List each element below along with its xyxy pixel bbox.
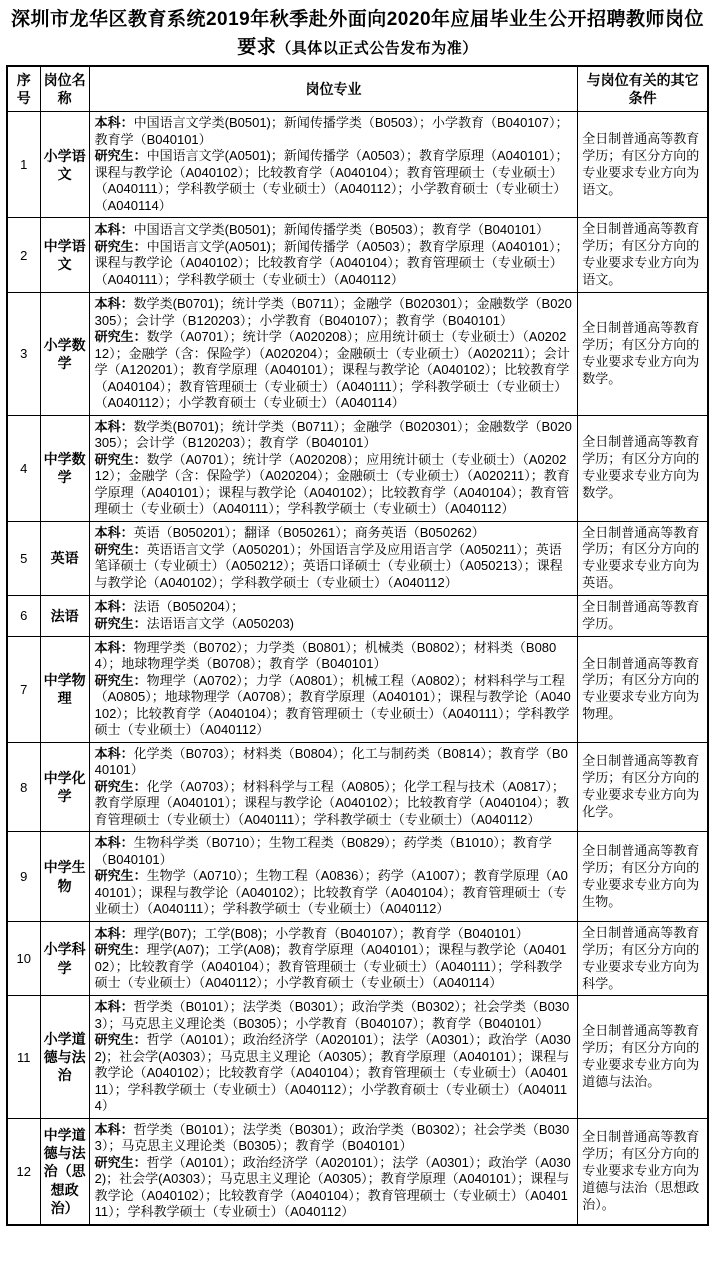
other-conditions: 全日制普通高等教育学历；有区分方向的专业要求专业方向为物理。 (578, 636, 708, 742)
table-row (7, 636, 708, 742)
row-number: 6 (7, 596, 40, 637)
grad-majors: 哲学（A0101）；政治经济学（A020101）；法学（A0301）；政治学（A0302)；社会学(A0303）；马克思主义理论（A0305）；教育学原理（A040101）；课程与教学论（A040102）；比较教育学（A040104）；教育管理硕士（专业硕士）（A040111）；学科教学硕士（专业硕士）（A040112） (94, 1154, 571, 1220)
undergrad-majors: 物理学类（B0702）；力学类（B0801）；机械类（B0802）；材料类（B0804）；地球物理学类（B0708）；教育学（B040101） (94, 639, 557, 672)
grad-line (95, 239, 573, 289)
grad-majors: 中国语言文学(A0501)；新闻传播学（A0503）；教育学原理（A040101）；课程与教学论（A040102）；比较教育学（A040104）；教育管理硕士（专业硕士）（A040111）；学科教学硕士（专业硕士）（A040112） (94, 238, 569, 287)
other-conditions: 全日制普通高等教育学历；有区分方向的专业要求专业方向为英语。 (578, 521, 708, 596)
undergrad-majors: 中国语言文学类(B0501)；新闻传播学类（B0503）；教育学（B040101） (133, 222, 550, 238)
position-majors (89, 636, 578, 742)
position-majors (89, 112, 578, 218)
position-majors (89, 521, 578, 596)
other-conditions: 全日制普通高等教育学历；有区分方向的专业要求专业方向为语文。 (578, 112, 708, 218)
page (6, 0, 709, 1226)
undergrad-majors: 生物科学类（B0710）；生物工程类（B0829）；药学类（B1010）；教育学（B040101） (94, 835, 552, 867)
position-name: 中学物理 (40, 636, 89, 742)
table-row (7, 996, 708, 1119)
row-number: 9 (7, 832, 40, 922)
undergrad-majors: 英语（B050201）；翻译（B050261）；商务英语（B050262） (133, 525, 485, 541)
row-number: 11 (7, 996, 40, 1119)
grad-label: 研究生： (94, 148, 147, 164)
grad-line (95, 673, 573, 739)
table-row (7, 415, 708, 521)
positions-table (6, 65, 709, 1226)
position-name: 中学道德与法治（思想政治） (40, 1118, 89, 1225)
col-header-position: 岗位名称 (40, 66, 89, 112)
position-majors (89, 832, 578, 922)
undergrad-line (95, 640, 573, 673)
undergrad-majors: 中国语言文学类(B0501)；新闻传播学类（B0503）；小学教育（B040107）；教育学（B040101） (94, 115, 569, 147)
position-name: 中学生物 (40, 832, 89, 922)
grad-line (95, 1155, 573, 1221)
other-conditions: 全日制普通高等教育学历；有区分方向的专业要求专业方向为化学。 (578, 742, 708, 832)
other-conditions: 全日制普通高等教育学历；有区分方向的专业要求专业方向为道德与法治（思想政治）。 (578, 1118, 708, 1225)
grad-majors: 数学（A0701）；统计学（A020208）；应用统计硕士（专业硕士）（A020212）；金融学（含：保险学）（A020204）；金融硕士（专业硕士）（A020211）；会计学（A120201）；教育学原理（A040101）；课程与教学论（A040102）；比较教育学（A040104）；教育管理硕士（专业硕士）（A040111）；学科教学硕士（专业硕士）（A040112）；小学教育硕士（专业硕士）（A040114） (94, 329, 570, 411)
undergrad-majors: 数学类(B0701)；统计学类（B0711）；金融学（B020301）；金融数学（B020305）；会计学（B120203）；教育学（B040101） (94, 418, 572, 451)
grad-majors: 英语语言文学（A050201）；外国语言学及应用语言学（A050211）；英语笔译硕士（专业硕士）（A050212）；英语口译硕士（专业硕士）（A050213）；课程与教学论（A040102）；学科教学硕士（专业硕士）（A040112） (94, 541, 563, 590)
table-row (7, 218, 708, 293)
grad-line (95, 868, 573, 918)
grad-label: 研究生： (94, 672, 147, 688)
grad-majors: 生物学（A0710）；生物工程（A0836）；药学（A1007）；教育学原理（A040101）；课程与教学论（A040102）；比较教育学（A040104）；教育管理硕士（专业硕士）（A040111）；学科教学硕士（专业硕士）（A040112） (94, 868, 568, 917)
undergrad-majors: 理学(B07)；工学(B08)；小学教育（B040107）；教育学（B040101） (133, 925, 529, 941)
grad-label: 研究生： (94, 329, 147, 345)
row-number: 5 (7, 521, 40, 596)
undergrad-line (95, 296, 573, 329)
undergrad-majors: 化学类（B0703）；材料类（B0804）；化工与制药类（B0814）；教育学（B040101） (94, 745, 568, 778)
position-majors (89, 293, 578, 416)
grad-line (95, 452, 573, 518)
table-row (7, 742, 708, 832)
grad-majors: 理学(A07)；工学(A08)；教育学原理（A040101）；课程与教学论（A040102）；比较教育学（A040104）；教育管理硕士（专业硕士）（A040111）；学科教学硕士（专业硕士）（A040112）；小学教育硕士（专业硕士）（A040114） (94, 942, 567, 991)
undergrad-line (95, 222, 573, 239)
other-conditions: 全日制普通高等教育学历；有区分方向的专业要求专业方向为科学。 (578, 921, 708, 996)
position-name: 小学科学 (40, 921, 89, 996)
grad-line (95, 1032, 573, 1115)
page-title (6, 6, 709, 61)
grad-line (95, 329, 573, 412)
table-row (7, 596, 708, 637)
position-name: 小学道德与法治 (40, 996, 89, 1119)
undergrad-line (95, 115, 573, 148)
row-number: 10 (7, 921, 40, 996)
grad-label: 研究生： (94, 615, 147, 631)
undergrad-label: 本科： (94, 999, 134, 1015)
header-row (7, 66, 708, 112)
undergrad-line (95, 746, 573, 779)
row-number: 3 (7, 293, 40, 416)
undergrad-label: 本科： (94, 1121, 134, 1137)
grad-majors: 哲学（A0101）；政治经济学（A020101）；法学（A0301）；政治学（A0302)；社会学(A0303）；马克思主义理论（A0305）；教育学原理（A040101）；课程与教学论（A040102）；比较教育学（A040104）；教育管理硕士（专业硕士）（A040111）；学科教学硕士（专业硕士）（A040112）；小学教育硕士（专业硕士）（A040114） (94, 1032, 571, 1114)
row-number: 12 (7, 1118, 40, 1225)
position-name: 中学数学 (40, 415, 89, 521)
grad-majors: 化学（A0703）；材料科学与工程（A0805）；化学工程与技术（A0817）；教育学原理（A040101）；课程与教学论（A040102）；比较教育学（A040104）；教育管理硕士（专业硕士）（A040111）；学科教学硕士（专业硕士）（A040112） (94, 778, 570, 827)
grad-label: 研究生： (94, 238, 147, 254)
undergrad-label: 本科： (94, 599, 134, 615)
table-row (7, 112, 708, 218)
position-name: 英语 (40, 521, 89, 596)
table-row (7, 293, 708, 416)
other-conditions: 全日制普通高等教育学历。 (578, 596, 708, 637)
grad-line (95, 148, 573, 214)
undergrad-label: 本科： (94, 639, 134, 655)
row-number: 2 (7, 218, 40, 293)
grad-label: 研究生： (94, 868, 147, 884)
other-conditions: 全日制普通高等教育学历；有区分方向的专业要求专业方向为数学。 (578, 293, 708, 416)
position-majors (89, 1118, 578, 1225)
undergrad-majors: 数学类(B0701)；统计学类（B0711）；金融学（B020301）；金融数学（B020305）；会计学（B120203）；小学教育（B040107）；教育学（B040101） (94, 296, 572, 328)
position-name: 小学语文 (40, 112, 89, 218)
grad-line (95, 542, 573, 592)
undergrad-label: 本科： (94, 115, 134, 131)
grad-label: 研究生： (94, 778, 147, 794)
row-number: 4 (7, 415, 40, 521)
position-majors (89, 415, 578, 521)
undergrad-label: 本科： (94, 296, 134, 312)
page-title-main: 深圳市龙华区教育系统2019年秋季赴外面向2020年应届毕业生公开招聘教师岗位要求 (10, 9, 705, 58)
undergrad-majors: 哲学类（B0101）；法学类（B0301）；政治学类（B0302）；社会学类（B0303）；马克思主义理论类（B0305）；小学教育（B040107）；教育学（B040101） (94, 999, 570, 1031)
position-majors (89, 218, 578, 293)
undergrad-line (95, 419, 573, 452)
undergrad-majors: 哲学类（B0101）；法学类（B0301）；政治学类（B0302）；社会学类（B0303）；马克思主义理论类（B0305）；教育学（B040101） (94, 1121, 570, 1154)
undergrad-majors: 法语（B050204）； (133, 599, 245, 615)
grad-label: 研究生： (94, 942, 147, 958)
table-header (7, 66, 708, 112)
undergrad-label: 本科： (94, 525, 134, 541)
position-name: 小学数学 (40, 293, 89, 416)
position-name: 中学语文 (40, 218, 89, 293)
other-conditions: 全日制普通高等教育学历；有区分方向的专业要求专业方向为语文。 (578, 218, 708, 293)
undergrad-label: 本科： (94, 745, 134, 761)
position-majors (89, 596, 578, 637)
undergrad-line (95, 835, 573, 868)
position-name: 法语 (40, 596, 89, 637)
other-conditions: 全日制普通高等教育学历；有区分方向的专业要求专业方向为数学。 (578, 415, 708, 521)
grad-label: 研究生： (94, 451, 147, 467)
other-conditions: 全日制普通高等教育学历；有区分方向的专业要求专业方向为生物。 (578, 832, 708, 922)
position-majors (89, 742, 578, 832)
grad-line (95, 779, 573, 829)
other-conditions: 全日制普通高等教育学历；有区分方向的专业要求专业方向为道德与法治。 (578, 996, 708, 1119)
col-header-conditions: 与岗位有关的其它条件 (578, 66, 708, 112)
table-row (7, 1118, 708, 1225)
grad-line (95, 942, 573, 992)
table-row (7, 832, 708, 922)
grad-label: 研究生： (94, 1032, 147, 1048)
grad-majors: 中国语言文学(A0501)；新闻传播学（A0503）；教育学原理（A040101）；课程与教学论（A040102）；比较教育学（A040104）；教育管理硕士（专业硕士）（A040111）；学科教学硕士（专业硕士）（A040112）；小学教育硕士（专业硕士）（A040114） (94, 148, 569, 213)
row-number: 8 (7, 742, 40, 832)
row-number: 1 (7, 112, 40, 218)
undergrad-label: 本科： (94, 925, 134, 941)
row-number: 7 (7, 636, 40, 742)
grad-label: 研究生： (94, 541, 147, 557)
undergrad-line (95, 525, 573, 542)
grad-label: 研究生： (94, 1154, 147, 1170)
grad-majors: 法语语言文学（A050203) (146, 615, 295, 631)
undergrad-line (95, 999, 573, 1032)
position-name: 中学化学 (40, 742, 89, 832)
page-title-note: （具体以正式公告发布为准） (276, 39, 478, 57)
undergrad-line (95, 599, 573, 616)
col-header-number: 序号 (7, 66, 40, 112)
undergrad-label: 本科： (94, 835, 134, 851)
col-header-major: 岗位专业 (89, 66, 578, 112)
undergrad-line (95, 1122, 573, 1155)
position-majors (89, 996, 578, 1119)
undergrad-label: 本科： (94, 418, 134, 434)
undergrad-line (95, 926, 573, 943)
grad-majors: 数学（A0701）；统计学（A020208）；应用统计硕士（专业硕士）（A020212）；金融学（含：保险学）（A020204）；金融硕士（专业硕士）（A020211）；教育学原理（A040101）；课程与教学论（A040102）；比较教育学（A040104）；教育管理硕士（专业硕士）（A040111）；学科教学硕士（专业硕士）（A040112） (94, 451, 570, 517)
undergrad-label: 本科： (94, 222, 134, 238)
grad-line (95, 616, 573, 633)
table-row (7, 921, 708, 996)
table-row (7, 521, 708, 596)
grad-majors: 物理学（A0702）；力学（A0801）；机械工程（A0802）；材料科学与工程（A0805）；地球物理学（A0708）；教育学原理（A040101）；课程与教学论（A040102）；比较教育学（A040104）；教育管理硕士（专业硕士）（A040111）；学科教学硕士（专业硕士）（A040112） (94, 672, 571, 738)
position-majors (89, 921, 578, 996)
table-body (7, 112, 708, 1225)
